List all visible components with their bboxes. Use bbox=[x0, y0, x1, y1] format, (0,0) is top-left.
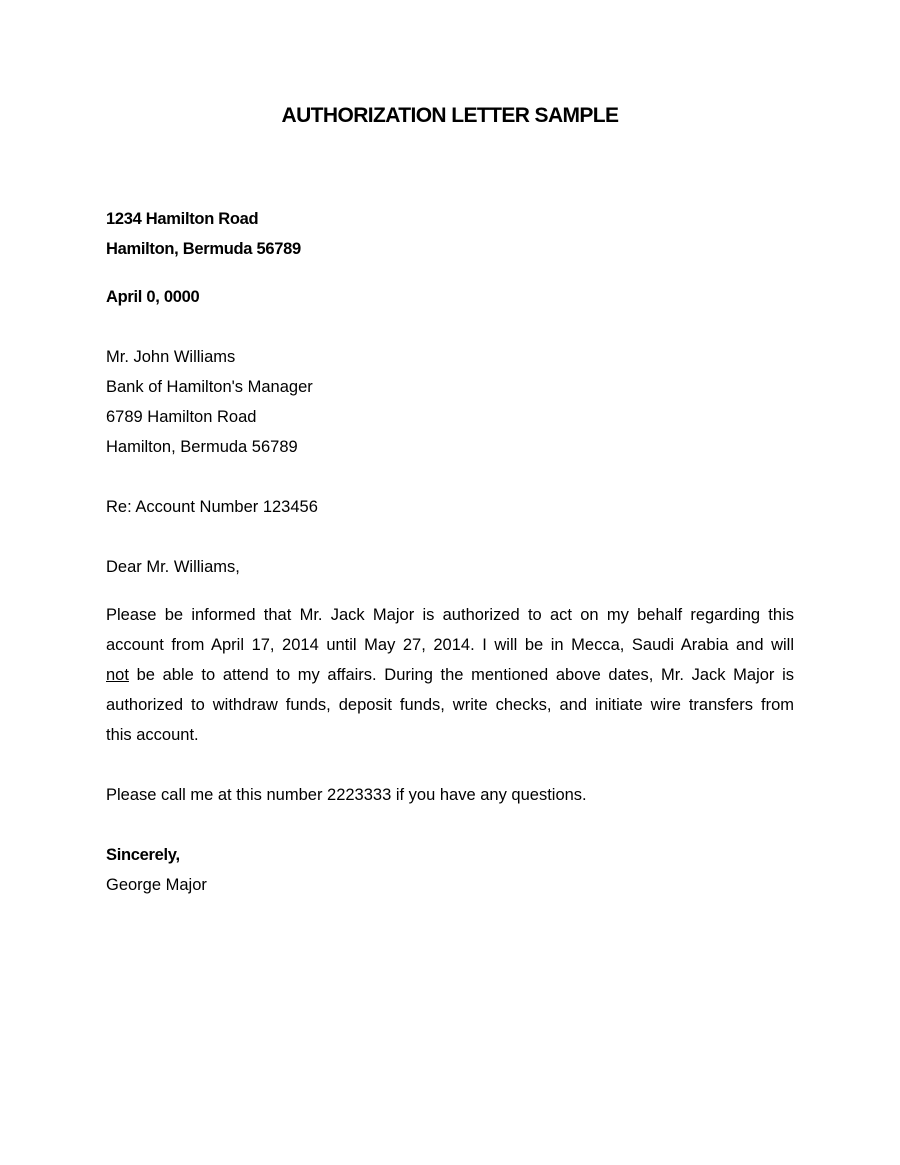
sender-street: 1234 Hamilton Road bbox=[106, 210, 259, 228]
body-line: Please be informed that Mr. Jack Major is authorized to act on my behalf regarding this bbox=[106, 606, 794, 624]
sender-city: Hamilton, Bermuda 56789 bbox=[106, 240, 301, 258]
body-paragraph bbox=[106, 600, 794, 750]
salutation: Dear Mr. Williams, bbox=[106, 558, 240, 576]
body-line bbox=[106, 660, 794, 690]
closing-note: Please call me at this number 2223333 if you have any questions. bbox=[106, 786, 587, 804]
body-line: account from April 17, 2014 until May 27, 2014. I will be in Mecca, Saudi Arabia and will bbox=[106, 636, 794, 654]
closing: Sincerely, bbox=[106, 846, 180, 864]
recipient-city: Hamilton, Bermuda 56789 bbox=[106, 438, 298, 456]
recipient-position: Bank of Hamilton's Manager bbox=[106, 378, 313, 396]
body-line-text: be able to attend to my affairs. During the mentioned above dates, Mr. Jack Major is bbox=[128, 666, 794, 684]
recipient-street: 6789 Hamilton Road bbox=[106, 408, 257, 426]
signature-name: George Major bbox=[106, 876, 207, 894]
body-line: this account. bbox=[106, 726, 199, 744]
recipient-name: Mr. John Williams bbox=[106, 348, 236, 366]
letter-date: April 0, 0000 bbox=[106, 288, 200, 306]
subject-line: Re: Account Number 123456 bbox=[106, 498, 318, 516]
emphasis-not: not bbox=[106, 666, 129, 684]
document-title: AUTHORIZATION LETTER SAMPLE bbox=[281, 104, 619, 127]
body-line: authorized to withdraw funds, deposit funds, write checks, and initiate wire transfers from bbox=[106, 696, 794, 714]
